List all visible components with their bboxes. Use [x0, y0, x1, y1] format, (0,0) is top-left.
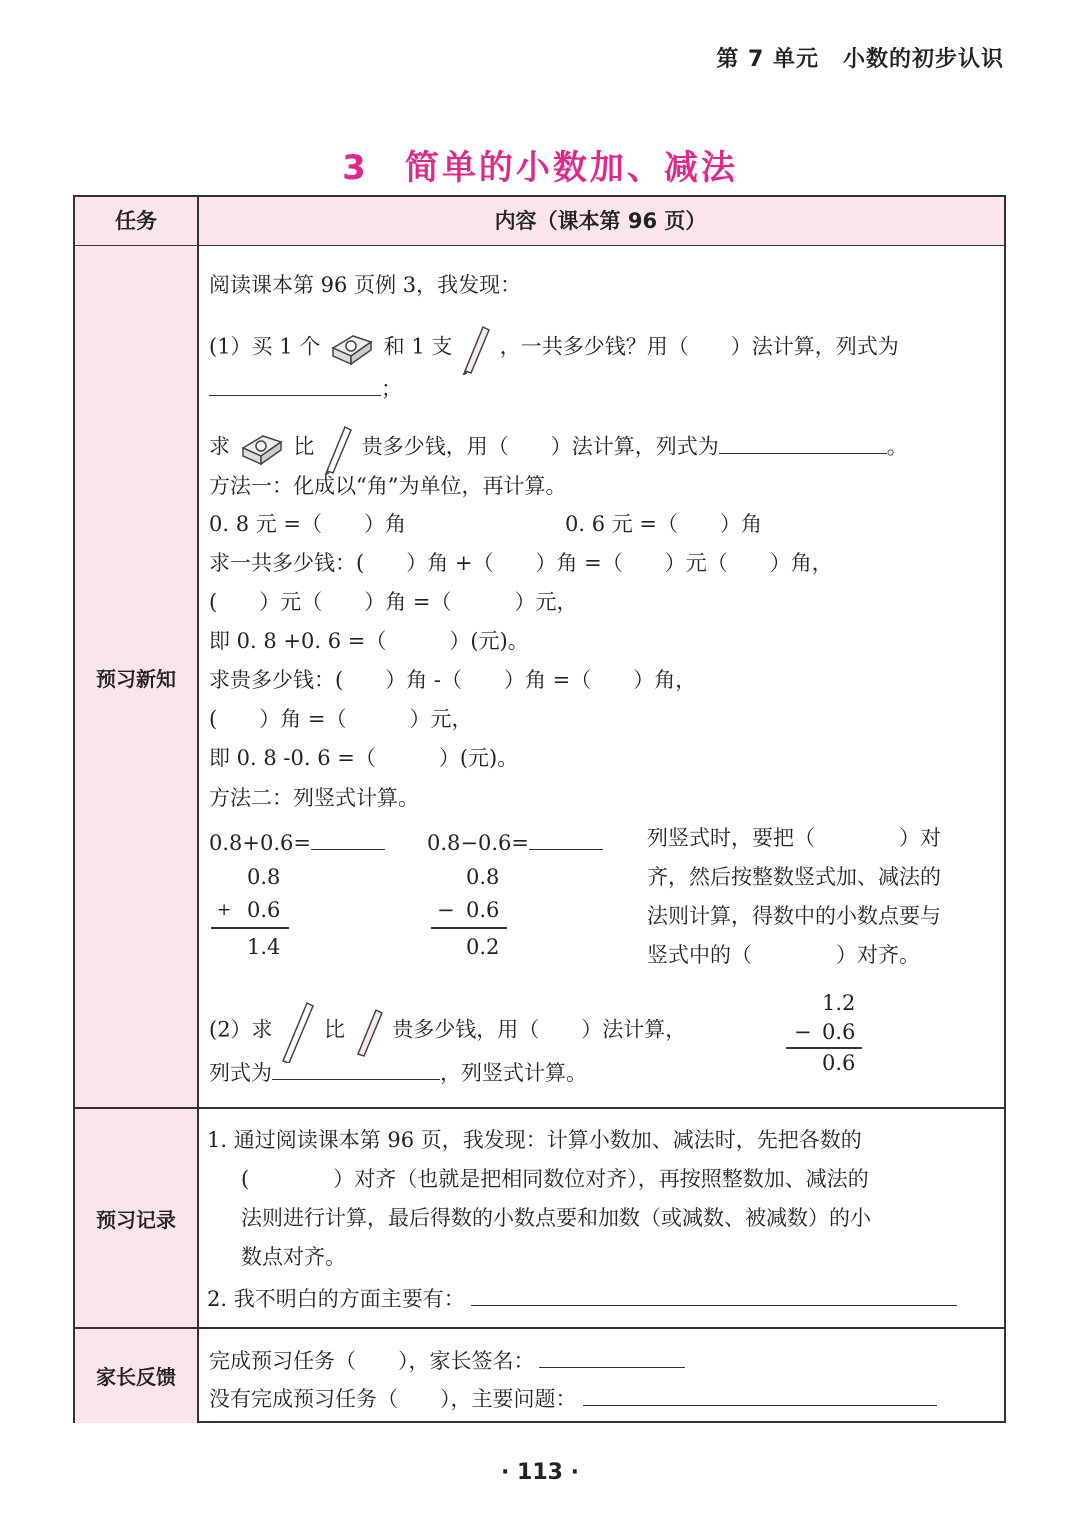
- question-2-middle: 比: [323, 1017, 345, 1042]
- calc-top: 1.2: [822, 991, 856, 1015]
- compare-suffix: 贵多少钱，用（ ）法计算，列式为: [361, 434, 719, 459]
- record-line-4: 数点对齐。: [241, 1245, 346, 1269]
- answer-blank[interactable]: [209, 373, 381, 396]
- calc-bottom: 0.6: [247, 898, 281, 922]
- calc-result: 0.6: [822, 1051, 856, 1075]
- tip-line-1: 列竖式时，要把（ ）对: [647, 826, 941, 850]
- row-divider: [75, 1107, 1004, 1109]
- tip-line-3: 法则计算，得数中的小数点要与: [647, 904, 941, 928]
- question-2-line: [209, 999, 686, 1063]
- pencil-icon: [321, 421, 355, 475]
- question-1-answer-line: [209, 373, 402, 403]
- lesson-title: 简单的小数加、减法: [404, 148, 738, 188]
- equation-add: [209, 827, 385, 857]
- running-header: [692, 42, 1004, 73]
- problem-blank[interactable]: [583, 1383, 937, 1406]
- convert-line-2: 0. 6 元 =（ ）角: [565, 512, 763, 536]
- parent-done-text: 完成预习任务（ ），家长签名：: [209, 1349, 535, 1373]
- tip-line-2: 齐，然后按整数竖式加、减法的: [647, 865, 941, 889]
- pencil-icon: [279, 999, 317, 1063]
- record-line-2: ( ）对齐（也就是把相同数位对齐），再按照整数加、减法的: [241, 1167, 869, 1191]
- answer-blank[interactable]: [272, 1057, 440, 1080]
- equation-sub: [427, 827, 603, 857]
- parent-line-2: [209, 1383, 937, 1413]
- calc-operator: −: [437, 898, 455, 922]
- calc-operator: −: [794, 1020, 812, 1044]
- vertical-subtraction-2: [786, 989, 866, 1089]
- parent-not-done-text: 没有完成预习任务（ ），主要问题：: [209, 1387, 577, 1411]
- pencil-icon: [459, 321, 493, 375]
- formula-label: 列式为: [209, 1061, 272, 1085]
- record-line-1: 1. 通过阅读课本第 96 页，我发现：计算小数加、减法时，先把各数的: [207, 1128, 862, 1152]
- page-number: · 113 ·: [501, 1460, 579, 1485]
- unit-title: 小数的初步认识: [842, 47, 1004, 72]
- record-question: 2. 我不明白的方面主要有：: [207, 1287, 465, 1311]
- col-header-content: 内容（课本第 96 页）: [197, 197, 1004, 246]
- diff-line: 求贵多少钱：( ）角 -（ ）角 =（ ）角，: [209, 668, 697, 692]
- col-header-task: 任务: [75, 197, 197, 246]
- calc-bottom: 0.6: [822, 1020, 856, 1044]
- signature-blank[interactable]: [539, 1345, 685, 1368]
- preview-intro: 阅读课本第 96 页例 3，我发现：: [209, 273, 522, 297]
- equation-add-text: 0.8+0.6=: [209, 831, 311, 855]
- sum-convert-line: ( ）元（ ）角 =（ ）元，: [209, 590, 578, 614]
- sum-result-line: 即 0. 8 +0. 6 =（ ）(元)。: [209, 629, 529, 653]
- answer-blank[interactable]: [471, 1283, 957, 1306]
- calc-bar: [211, 927, 289, 929]
- answer-blank[interactable]: [311, 827, 385, 850]
- equation-sub-text: 0.8−0.6=: [427, 831, 529, 855]
- lesson-number: 3: [342, 148, 369, 188]
- sharpener-icon: [237, 428, 287, 468]
- vertical-subtraction: [431, 863, 511, 963]
- calc-bottom: 0.6: [466, 898, 500, 922]
- parent-line-1: [209, 1345, 685, 1375]
- question-1-prefix: (1）买 1 个: [209, 334, 321, 359]
- pencil-icon: [352, 1004, 386, 1058]
- period: 。: [886, 434, 908, 459]
- question-1-middle: 和 1 支: [383, 334, 453, 359]
- question-2-answer-line: [209, 1057, 587, 1087]
- question-2-suffix: 贵多少钱，用（ ）法计算，: [392, 1017, 687, 1042]
- method-two-title: 方法二：列竖式计算。: [209, 786, 419, 810]
- unit-number: 第 7 单元: [716, 47, 819, 72]
- diff-convert-line: ( ）角 =（ ）元，: [209, 707, 473, 731]
- row-label-preview: 预习新知: [75, 246, 197, 1108]
- row-divider: [75, 1327, 1004, 1329]
- row-label-record: 预习记录: [75, 1108, 197, 1328]
- record-line-3: 法则进行计算，最后得数的小数点要和加数（或减数、被减数）的小: [241, 1206, 871, 1230]
- method-one-title: 方法一：化成以“角”为单位，再计算。: [209, 474, 567, 498]
- convert-line-1: 0. 8 元 =（ ）角: [209, 512, 407, 536]
- compare-middle: 比: [293, 434, 315, 459]
- answer-blank[interactable]: [719, 431, 887, 454]
- semicolon: ；: [381, 377, 402, 401]
- formula-suffix: ，列竖式计算。: [440, 1061, 587, 1085]
- calc-bar: [431, 927, 507, 929]
- diff-result-line: 即 0. 8 -0. 6 =（ ）(元)。: [209, 746, 519, 770]
- record-line-5: [207, 1283, 957, 1313]
- tip-line-4: 竖式中的（ ）对齐。: [647, 943, 920, 967]
- calc-result: 1.4: [247, 935, 281, 959]
- calc-top: 0.8: [247, 865, 281, 889]
- calc-operator: +: [217, 900, 232, 920]
- compare-prefix: 求: [209, 434, 230, 459]
- question-1-suffix: ，一共多少钱？用（ ）法计算，列式为: [499, 334, 899, 359]
- row-label-parent: 家长反馈: [75, 1328, 197, 1423]
- calc-result: 0.2: [466, 935, 500, 959]
- question-compare-line: [209, 421, 908, 475]
- calc-top: 0.8: [466, 865, 500, 889]
- question-1-line: [209, 321, 899, 375]
- vertical-addition: [211, 863, 291, 963]
- sum-line: 求一共多少钱：( ）角 +（ ）角 =（ ）元（ ）角，: [209, 551, 833, 575]
- answer-blank[interactable]: [529, 827, 603, 850]
- page-title: [0, 140, 1080, 189]
- sharpener-icon: [327, 328, 377, 368]
- column-divider: [197, 197, 199, 1421]
- question-2-prefix: (2）求: [209, 1017, 273, 1042]
- preview-table: [73, 195, 1006, 1423]
